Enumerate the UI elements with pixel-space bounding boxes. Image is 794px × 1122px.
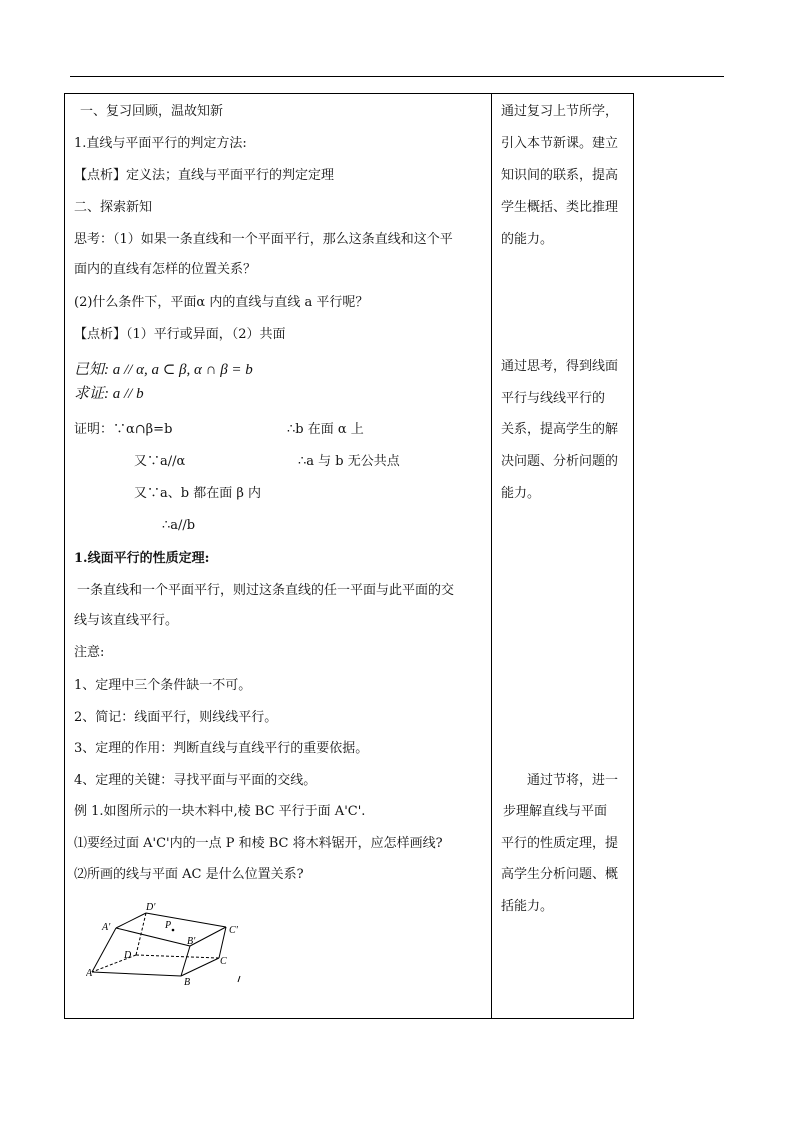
purpose-1-line-5: 的能力。: [501, 232, 554, 247]
example-1-part-1: ⑴要经过面 A'C'内的一点 P 和棱 BC 将木料锯开，应怎样画线?: [74, 836, 443, 851]
note-2: 2、简记：线面平行，则线线平行。: [74, 710, 278, 725]
purpose-2-line-2: 平行与线线平行的: [501, 391, 606, 406]
theorem-text-2: 线与该直线平行。: [74, 613, 179, 628]
given-statement: 已知: a // α, a ⊂ β, α ∩ β = b: [74, 362, 253, 378]
prism-figure: [86, 900, 256, 990]
label-P: P: [165, 920, 172, 931]
purpose-1-line-3: 知识间的联系，提高: [501, 168, 619, 183]
purpose-3-line-3: 平行的性质定理，提: [501, 836, 619, 851]
header-rule: [70, 76, 724, 77]
theorem-title: 1.线面平行的性质定理:: [74, 551, 210, 566]
purpose-3-line-4: 高学生分析问题、概: [501, 867, 619, 882]
think-answer: 【点析】（1）平行或异面，（2）共面: [74, 327, 286, 342]
example-1: 例 1.如图所示的一块木料中,棱 BC 平行于面 A'C'.: [74, 804, 366, 819]
purpose-1-line-1: 通过复习上节所学，: [501, 104, 619, 119]
review-question: 1.直线与平面平行的判定方法:: [74, 136, 247, 151]
label-B: B: [184, 977, 191, 988]
purpose-3-line-1: 通过节将，进一: [527, 773, 619, 788]
section-review-heading: 一、复习回顾，温故知新: [80, 104, 224, 119]
label-D: D: [124, 950, 132, 961]
purpose-3-line-5: 括能力。: [501, 899, 554, 914]
example-1-part-2: ⑵所画的线与平面 AC 是什么位置关系?: [74, 867, 304, 882]
purpose-1-line-4: 学生概括、类比推理: [501, 200, 619, 215]
purpose-2-line-4: 决问题、分析问题的: [501, 454, 619, 469]
note-3: 3、定理的作用：判断直线与直线平行的重要依据。: [74, 741, 369, 756]
purpose-2-line-1: 通过思考，得到线面: [501, 359, 619, 374]
prove-statement: 求证: a // b: [74, 386, 144, 402]
purpose-2-line-3: 关系，提高学生的解: [501, 422, 619, 437]
label-Cp: C': [229, 925, 238, 936]
section-explore-heading: 二、探索新知: [74, 200, 153, 215]
purpose-1-line-2: 引入本节新课。建立: [501, 136, 619, 151]
think-question-2: (2)什么条件下，平面α 内的直线与直线 a 平行呢？: [74, 295, 369, 310]
purpose-3-line-2: 步理解直线与平面: [503, 804, 608, 819]
theorem-text-1: 一条直线和一个平面平行，则过这条直线的任一平面与此平面的交: [77, 583, 455, 598]
proof-line-2: 又∵a//α: [134, 454, 186, 469]
proof-line-3: 又∵a、b 都在面 β 内: [134, 486, 261, 501]
column-divider: [491, 93, 492, 1019]
note-1: 1、定理中三个条件缺一不可。: [74, 678, 252, 693]
label-C: C: [220, 956, 227, 967]
label-Dp: D': [146, 902, 156, 913]
proof-line-1: 证明：∵α∩β=b: [74, 422, 173, 437]
label-Ap: A': [102, 922, 111, 933]
purpose-2-line-5: 能力。: [501, 486, 541, 501]
note-heading: 注意:: [74, 645, 105, 660]
review-answer: 【点析】定义法；直线与平面平行的判定定理: [74, 168, 335, 183]
proof-line-1-conclusion: ∴b 在面 α 上: [287, 422, 364, 437]
label-A: A: [86, 968, 93, 979]
proof-conclusion: ∴a//b: [162, 518, 196, 533]
think-question-1a: 思考：（1）如果一条直线和一个平面平行，那么这条直线和这个平: [74, 232, 453, 247]
label-Bp: B': [187, 936, 196, 947]
proof-line-2-conclusion: ∴a 与 b 无公共点: [298, 454, 400, 469]
note-4: 4、定理的关键：寻找平面与平面的交线。: [74, 773, 317, 788]
think-question-1b: 面内的直线有怎样的位置关系？: [74, 262, 257, 277]
